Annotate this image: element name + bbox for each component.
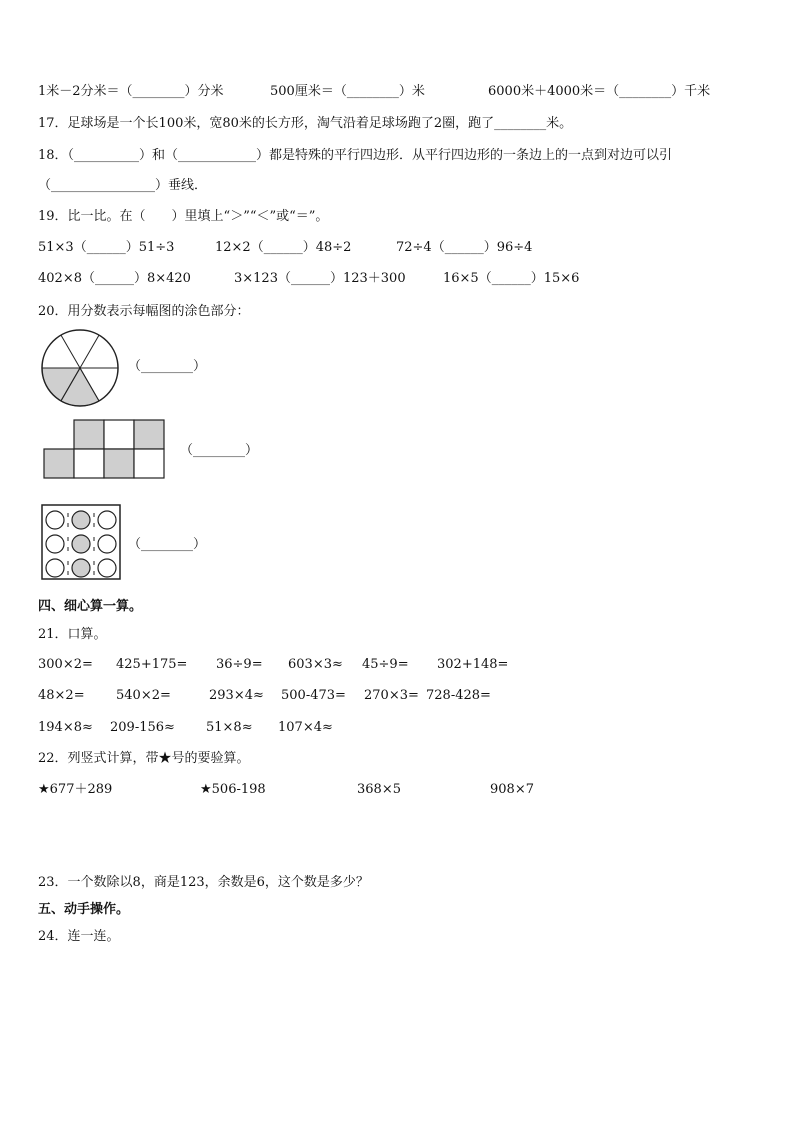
q21-item: 45÷9= bbox=[362, 657, 409, 672]
q22-item: 908×7 bbox=[490, 782, 534, 797]
q21-item: 293×4≈ bbox=[209, 688, 264, 703]
q19-item: 12×2（______）48÷2 bbox=[215, 240, 352, 255]
q19-item: 402×8（______）8×420 bbox=[38, 271, 191, 286]
q20-blank-3[interactable]: （________） bbox=[128, 537, 207, 552]
q21-item: 36÷9= bbox=[216, 657, 263, 672]
q21-item: 500-473= bbox=[281, 688, 346, 703]
q21-item: 603×3≈ bbox=[288, 657, 343, 672]
q21-item: 728-428= bbox=[426, 688, 491, 703]
q20-blank-2[interactable]: （________） bbox=[180, 443, 259, 458]
q16-part-b: 500厘米＝（________）米 bbox=[270, 84, 425, 99]
circle-fraction-figure bbox=[38, 328, 122, 408]
q21-item: 270×3= bbox=[364, 688, 419, 703]
q22-title: 22．列竖式计算，带★号的要验算。 bbox=[38, 751, 250, 766]
circles-fraction-figure bbox=[40, 503, 124, 581]
q16-part-a: 1米－2分米＝（________）分米 bbox=[38, 84, 224, 99]
q19-item: 3×123（______）123＋300 bbox=[234, 271, 406, 286]
q21-item: 540×2= bbox=[116, 688, 171, 703]
q21-item: 209-156≈ bbox=[110, 720, 175, 735]
q23-text: 23．一个数除以8，商是123，余数是6，这个数是多少？ bbox=[38, 875, 369, 890]
q20-blank-1[interactable]: （________） bbox=[128, 359, 207, 374]
section-5-heading: 五、动手操作。 bbox=[38, 902, 130, 917]
q20-title: 20．用分数表示每幅图的涂色部分： bbox=[38, 304, 250, 319]
q22-item: ★506-198 bbox=[200, 782, 266, 797]
q19-item: 16×5（______）15×6 bbox=[443, 271, 580, 286]
section-4-heading: 四、细心算一算。 bbox=[38, 599, 143, 614]
q19-item: 51×3（______）51÷3 bbox=[38, 240, 175, 255]
q21-item: 302+148= bbox=[437, 657, 509, 672]
q19-title: 19．比一比。在（ ）里填上“＞”“＜”或“＝”。 bbox=[38, 209, 329, 224]
q21-title: 21．口算。 bbox=[38, 627, 107, 642]
q21-item: 425+175= bbox=[116, 657, 188, 672]
q17-text: 17．足球场是一个长100米，宽80米的长方形，淘气沿着足球场跑了2圈，跑了________米。 bbox=[38, 116, 573, 131]
q21-item: 300×2= bbox=[38, 657, 93, 672]
q24-text: 24．连一连。 bbox=[38, 929, 120, 944]
q21-item: 51×8≈ bbox=[206, 720, 253, 735]
q16-part-c: 6000米＋4000米＝（________）千米 bbox=[488, 84, 711, 99]
q18-line2: （________________）垂线． bbox=[38, 178, 208, 193]
q18-line1: 18．（__________）和（____________）都是特殊的平行四边形．从平行四边形的一条边上的一点到对边可以引 bbox=[38, 148, 673, 163]
q21-item: 107×4≈ bbox=[278, 720, 333, 735]
q22-item: 368×5 bbox=[357, 782, 401, 797]
q21-item: 194×8≈ bbox=[38, 720, 93, 735]
grid-fraction-figure bbox=[40, 418, 170, 480]
q21-item: 48×2= bbox=[38, 688, 85, 703]
q22-item: ★677＋289 bbox=[38, 782, 113, 797]
q19-item: 72÷4（______）96÷4 bbox=[396, 240, 533, 255]
